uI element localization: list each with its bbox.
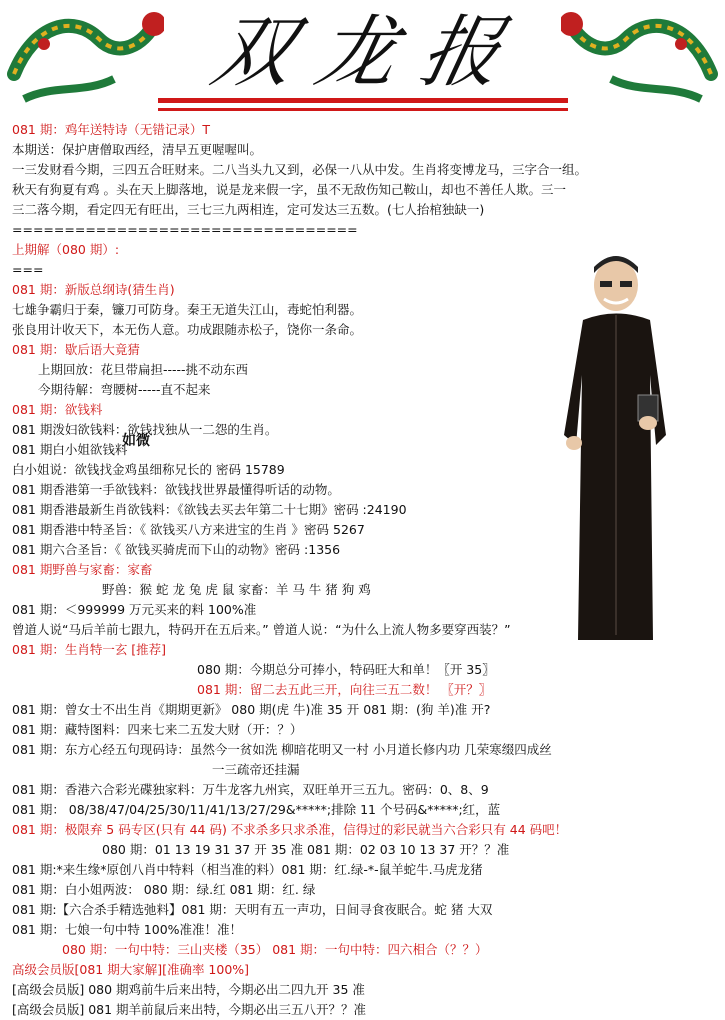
text-line: 081 期： 08/38/47/04/25/30/11/41/13/27/29&*****;排除 11 个号码&*****;红，蓝 [12,802,501,817]
text-line: [高级会员版] 080 期鸡前牛后来出特，今期必出二四九开 35 准 [12,982,365,997]
text-line: 上期解（080 期）: [12,242,120,257]
person-illustration [538,245,688,645]
text-line: 七雄争霸归于秦，镰刀可防身。秦王无道失江山，毒蛇怕利器。 [12,302,363,317]
text-line: 081 期：极限弃 5 码专区(只有 44 码) 不求杀多只求杀准，信得过的彩民就当六合彩只有 44 码吧！ [12,822,568,837]
text-line: 081 期：东方心经五句现码诗：虽然今一贫如洗 柳暗花明又一村 小月道长修内功 几荣寒缀四成丝 [12,742,552,757]
page-title: 双龙报 [204,8,536,98]
masthead [0,0,725,120]
text-line: === [12,262,44,277]
text-line: 曾道人说“马后羊前七跟九，特码开在五后来。” 曾道人说：“为什么上流人物多要穿西装？” [12,622,511,637]
text-line: 081 期：＜999999 万元买来的料 100%准 [12,602,257,617]
text-line: 高级会员版[081 期大家解][准确率 100%] [12,962,250,977]
text-line: 081 期：留二去五此三开，向往三五二数！ 〖开？〗 [197,682,492,697]
text-line: 081 期泼妇欲钱料：欲钱找独从一二怨的生肖。 [12,422,278,437]
text-line: 081 期:【六合杀手精选弛料】081 期：天明有五一声功，日间寻食夜眠合。蛇 猪 大双 [12,902,493,917]
dragon-left-icon [4,4,164,109]
title-underline-thin [158,108,568,111]
text-line: 081 期:*来生缘*原创八肖中特料（相当准的料）081 期：红.绿-*-鼠羊蛇牛.马虎龙猪 [12,862,483,877]
text-line: 081 期：欲钱料 [12,402,103,417]
text-line: 081 期香港最新生肖欲钱料：《欲钱去买去年第二十七期》密码 :24190 [12,502,407,517]
text-line: 本期送：保护唐僧取西经，清早五更喔喔叫。 [12,142,263,157]
text-line: 野兽：猴 蛇 龙 兔 虎 鼠 家畜：羊 马 牛 猪 狗 鸡 [102,582,371,597]
text-line: 080 期：一句中特：三山夹楼（35） 081 期：一句中特：四六相合（？？） [62,942,488,957]
text-line: 081 期野兽与家畜：家畜 [12,562,153,577]
text-line: 080 期：今期总分可捧小，特码旺大和单！〖开 35〗 [197,662,495,677]
text-line: 081 期：藏特图料：四来七来二五发大财（开：？） [12,722,303,737]
text-line: 张良用计收天下，本无伤人意。功成跟随赤松子，饶你一条命。 [12,322,363,337]
text-line: 081 期：新版总纲诗(猜生肖) [12,282,175,297]
text-line: 081 期：鸡年送特诗（无错记录）T [12,122,210,137]
text-line: 081 期白小姐欲钱料 [12,442,128,457]
text-line: 081 期香港第一手欲钱料：欲钱找世界最懂得听话的动物。 [12,482,340,497]
text-line: 081 期：曾女士不出生肖《期期更新》 080 期(虎 牛)准 35 开 081 期：(狗 羊)准 开? [12,702,491,717]
text-line: ================================= [12,222,358,237]
text-line: 081 期：歇后语大竟猜 [12,342,140,357]
dragon-right-icon [561,4,721,109]
text-line: 081 期：生肖特一玄 [推荐] [12,642,167,657]
text-line: 白小姐说：欲钱找金鸡虽细称兄长的 密码 15789 [12,462,285,477]
overlay-label: 如微 [122,433,150,449]
text-line: 081 期六合圣旨：《 欲钱买骑虎而下山的动物》密码 :1356 [12,542,341,557]
text-line: 081 期：白小姐两波： 080 期：绿.红 081 期：红. 绿 [12,882,316,897]
text-line: 081 期香港中特圣旨：《 欲钱买八方来进宝的生肖 》密码 5267 [12,522,365,537]
text-line: 秋天有狗夏有鸡 。头在天上脚落地，说是龙来假一字，虽不无敌伤知己鞍山，却也不善任人欺。三一 [12,182,566,197]
text-line: 081 期：香港六合彩光碟独家料：万牛龙客九州宾，双旺单开三五九。密码：0、8、9 [12,782,489,797]
text-line: 一三疏帝还挂漏 [212,762,300,777]
text-line: 三二落今期，看定四无有旺出，三七三九两相连，定可发达三五数。(七人抬棺独缺一) [12,202,485,217]
text-line: [高级会员版] 081 期羊前鼠后来出特，今期必出三五八开？？准 [12,1002,367,1017]
text-line: 上期回放：花旦带扁担-----挑不动东西 [38,362,249,377]
text-line: 080 期：01 13 19 31 37 开 35 准 081 期：02 03 10 13 37 开？？准 [102,842,510,857]
title-underline [158,98,568,103]
text-line: 081 期：七娘一句中特 100%准准！准！ [12,922,243,937]
text-line: 今期待解：弯腰树-----直不起来 [38,382,211,397]
text-line: 一三发财看今期，三四五合旺财来。二八当头九又到，必保一八从中发。生肖将变博龙马，三字合一组。 [12,162,588,177]
